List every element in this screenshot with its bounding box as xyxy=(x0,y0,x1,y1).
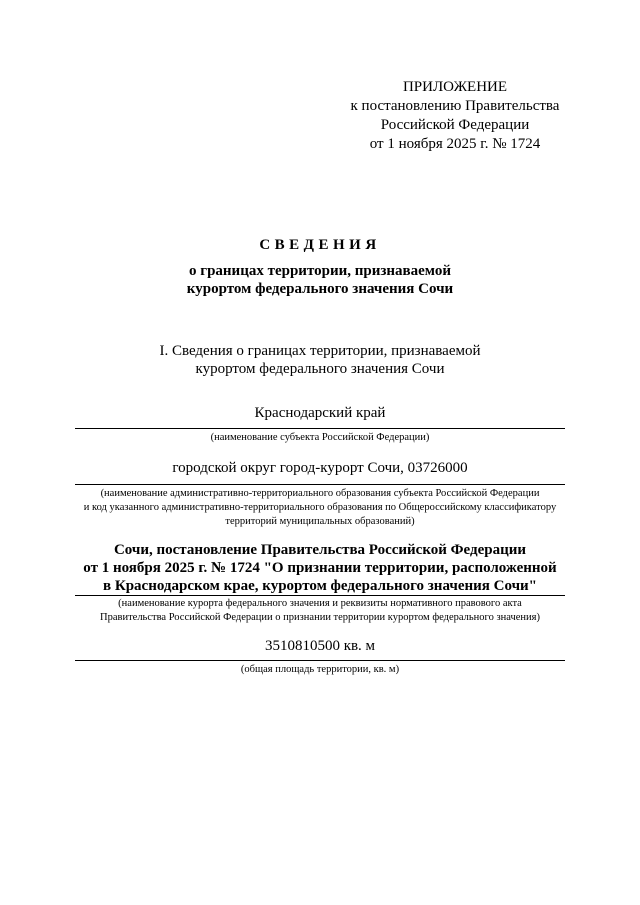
caption-line: и код указанного административно-территориального образования по Общероссийскому классификатору xyxy=(83,502,557,513)
appendix-date-number: от 1 ноября 2025 г. № 1724 xyxy=(369,136,541,152)
caption-line: Правительства Российской Федерации о признании территории курортом федерального значения) xyxy=(100,612,540,623)
appendix-label: ПРИЛОЖЕНИЕ xyxy=(402,79,508,95)
subject-value: Краснодарский край xyxy=(254,405,386,421)
appendix-ref-line: Российской Федерации xyxy=(380,117,530,133)
caption-line: (наименование курорта федерального значения и реквизиты нормативного правового акта xyxy=(118,598,522,609)
section-heading-line: I. Сведения о границах территории, признаваемой xyxy=(159,343,481,359)
caption-line: территорий муниципальных образований) xyxy=(225,516,415,527)
document-subtitle xyxy=(0,262,640,298)
resort-value xyxy=(75,541,565,595)
section-heading xyxy=(0,342,640,378)
resort-value-line: в Краснодарском крае, курортом федерального значения Сочи" xyxy=(102,578,537,594)
subtitle-line: курортом федерального значения Сочи xyxy=(186,281,454,297)
appendix-header xyxy=(330,78,580,154)
municipality-underline xyxy=(75,484,565,485)
caption-line: (наименование административно-территориального образования субъекта Российской Федерации xyxy=(100,488,540,499)
appendix-ref-line: к постановлению Правительства xyxy=(350,98,560,114)
area-value: 3510810500 кв. м xyxy=(264,638,376,654)
resort-value-line: Сочи, постановление Правительства Российской Федерации xyxy=(113,542,527,558)
area-underline xyxy=(75,660,565,661)
resort-caption xyxy=(60,597,580,625)
municipality-caption xyxy=(60,487,580,529)
subject-caption: (наименование субъекта Российской Федерации) xyxy=(210,432,430,443)
document-title: СВЕДЕНИЯ xyxy=(259,237,381,253)
resort-value-line: от 1 ноября 2025 г. № 1724 "О признании территории, расположенной xyxy=(83,560,557,576)
subject-underline xyxy=(75,428,565,429)
area-caption: (общая площадь территории, кв. м) xyxy=(240,664,400,675)
municipality-value: городской округ город-курорт Сочи, 03726000 xyxy=(172,460,468,476)
section-heading-line: курортом федерального значения Сочи xyxy=(195,361,445,377)
resort-underline xyxy=(75,595,565,596)
subtitle-line: о границах территории, признаваемой xyxy=(189,263,451,279)
